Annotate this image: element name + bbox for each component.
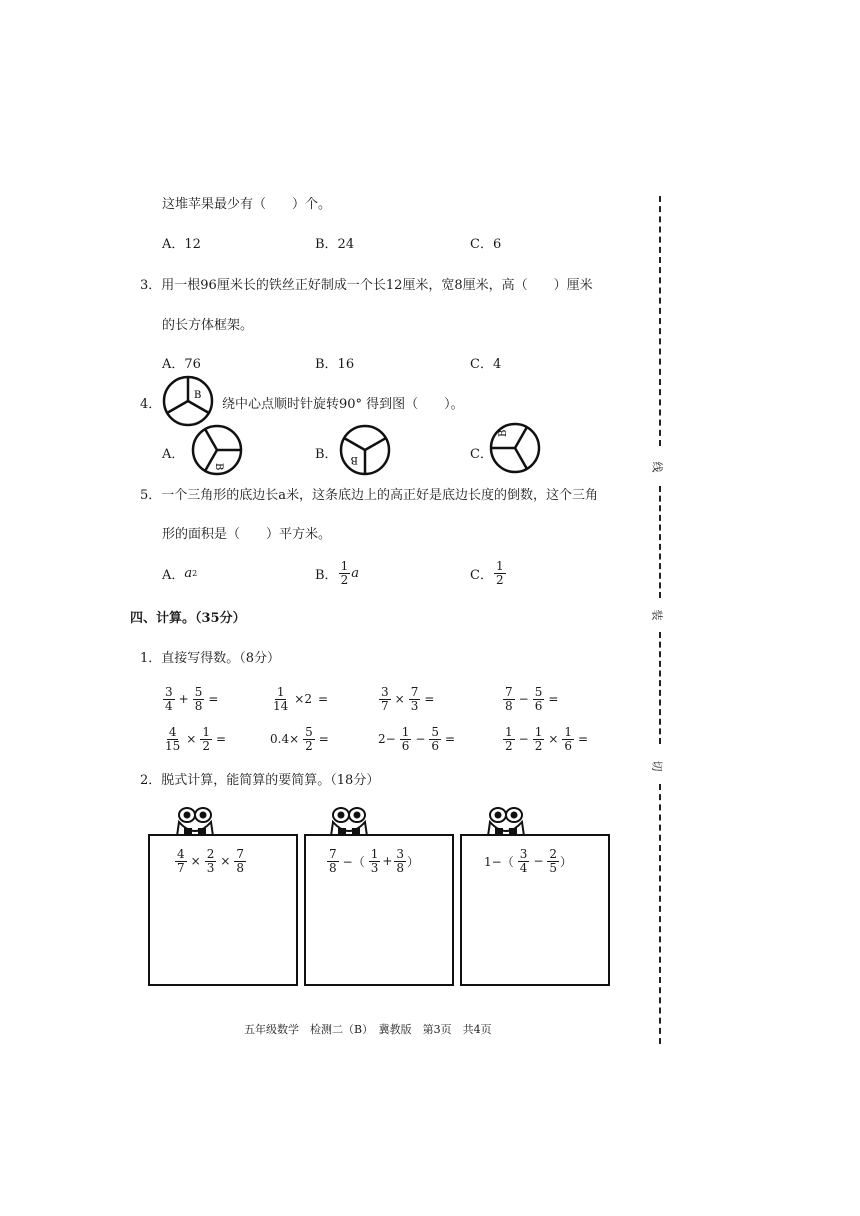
operator: ×	[186, 732, 197, 747]
sub2-title: 2．脱式计算，能简算的要简算。（18分）	[140, 773, 380, 788]
q5-option-b-prefix: B．	[315, 567, 338, 583]
cut-label-cut: 切	[650, 760, 664, 772]
cut-line-segment	[659, 196, 661, 446]
q5-option-a	[162, 564, 197, 583]
q4-text: 绕中心点顺时针旋转90° 得到图（ ）。	[222, 397, 464, 412]
q4-option-c-label: C．	[470, 447, 493, 462]
q4-number: 4．	[140, 397, 162, 412]
operator: ×	[220, 854, 231, 869]
direct-item-r2c2	[270, 726, 332, 752]
frac-num: 3	[519, 847, 528, 861]
fraction	[163, 686, 175, 712]
frac-den: 7	[381, 698, 389, 713]
operator: ×	[548, 732, 559, 747]
frac-den: 14	[273, 698, 289, 713]
fraction	[369, 848, 381, 874]
section4-title: 四、计算。（35分）	[130, 611, 246, 626]
q5-option-b-fraction	[339, 560, 351, 586]
fraction	[193, 686, 205, 712]
frac-num: 5	[194, 685, 203, 699]
q2-option-b: B．24	[315, 237, 355, 252]
frac-num: 1	[276, 685, 285, 699]
equals: =	[208, 692, 219, 707]
frac-num: 5	[534, 685, 543, 699]
frac-num: 7	[329, 847, 337, 861]
fraction	[409, 686, 421, 712]
frac-num: 2	[206, 847, 215, 861]
frac-den: 8	[396, 860, 405, 875]
frac-den: 5	[549, 860, 558, 875]
q5-text-line1: 5．一个三角形的底边长a米，这条底边上的高正好是底边长度的倒数，这个三角	[140, 488, 599, 503]
operator: +	[382, 854, 393, 869]
operator: ×2	[294, 692, 312, 707]
fraction	[200, 726, 212, 752]
frac-num: 3	[396, 847, 405, 861]
frac-num: 4	[168, 725, 177, 739]
frog-mascot-icon	[327, 806, 371, 836]
answer-box-1[interactable]	[148, 834, 298, 986]
q4-option-a-label: A．	[162, 447, 185, 462]
frac-den: 4	[165, 698, 173, 713]
equals: =	[424, 692, 435, 707]
answer-box-3[interactable]	[460, 834, 610, 986]
direct-item-r1c2	[270, 686, 331, 712]
operator: −（	[342, 854, 365, 869]
equals: =	[317, 692, 329, 707]
fraction	[533, 686, 545, 712]
fraction	[303, 726, 315, 752]
frac-den: 2	[340, 572, 349, 587]
q5-option-a-exponent: 2	[192, 569, 198, 578]
operator: −	[415, 732, 426, 747]
frac-den: 3	[410, 698, 419, 713]
answer-box-2[interactable]	[304, 834, 454, 986]
direct-item-r1c4	[502, 686, 561, 712]
frac-den: 6	[431, 738, 440, 753]
frac-num: 3	[381, 685, 389, 699]
frac-num: 1	[505, 725, 513, 739]
frac-num: 3	[165, 685, 173, 699]
equals: =	[215, 732, 227, 747]
q3-option-a: A．76	[162, 357, 201, 372]
frac-den: 8	[236, 860, 245, 875]
frac-den: 3	[370, 860, 379, 875]
q4-option-a-pie-figure	[190, 423, 244, 477]
fraction	[429, 726, 441, 752]
q5-option-a-base: a	[184, 566, 193, 581]
operator: ）	[407, 854, 420, 869]
equals: =	[578, 732, 589, 747]
frac-num: 1	[401, 725, 410, 739]
frac-den: 8	[329, 860, 337, 875]
direct-item-r2c3	[378, 726, 458, 752]
q2-stem: 这堆苹果最少有（ ）个。	[162, 197, 332, 212]
q3-text-line1: 3．用一根96厘米长的铁丝正好制成一个长12厘米，宽8厘米，高（ ）厘米	[140, 278, 593, 293]
page-footer: 五年级数学 检测二（B） 冀教版 第3页 共4页	[244, 1023, 492, 1036]
frac-den: 6	[534, 698, 543, 713]
direct-item-r2c1	[162, 726, 229, 752]
frac-den: 2	[534, 738, 543, 753]
frac-den: 4	[519, 860, 528, 875]
frac-den: 8	[194, 698, 203, 713]
q5-option-c	[470, 560, 507, 586]
sub1-title: 1．直接写得数。（8分）	[140, 651, 281, 666]
frac-num: 1	[340, 559, 349, 573]
q4-option-a-pie-letter: B	[213, 463, 224, 471]
q5-option-b-var: a	[351, 565, 359, 581]
expression-3	[484, 848, 572, 874]
fraction	[533, 726, 545, 752]
q4-option-c-pie-letter: B	[498, 429, 509, 437]
q3-option-b: B．16	[315, 357, 355, 372]
q5-text-line2: 形的面积是（ ）平方米。	[162, 527, 332, 542]
expression-1	[174, 848, 247, 874]
q4-option-b-pie-letter: B	[350, 454, 358, 465]
frac-num: 7	[505, 685, 513, 699]
cut-label-install: 装	[650, 609, 664, 621]
cut-line-segment	[659, 784, 661, 1044]
fraction	[271, 686, 290, 712]
frac-den: 2	[305, 738, 313, 753]
fraction	[400, 726, 412, 752]
operator: ）	[560, 854, 573, 869]
frac-num: 7	[410, 685, 419, 699]
frac-den: 15	[165, 738, 181, 753]
cut-line-segment	[659, 632, 661, 744]
fraction	[518, 848, 530, 874]
direct-item-r2c4	[502, 726, 591, 752]
equals: =	[445, 732, 456, 747]
operator: 1−（	[484, 854, 514, 869]
fraction	[503, 726, 515, 752]
fraction	[327, 848, 339, 874]
fraction	[163, 726, 182, 752]
operator: 0.4×	[270, 732, 300, 747]
fraction	[205, 848, 217, 874]
q4-option-b-pie-figure	[338, 423, 392, 477]
frac-num: 2	[549, 847, 558, 861]
frog-mascot-icon	[173, 806, 217, 836]
q4-option-b-label: B．	[315, 447, 338, 462]
operator: ×	[190, 854, 201, 869]
frac-den: 7	[177, 860, 185, 875]
frac-den: 3	[206, 860, 215, 875]
q3-text-line2: 的长方体框架。	[162, 318, 254, 333]
frac-num: 7	[236, 847, 245, 861]
operator: −	[518, 692, 529, 707]
direct-item-r1c3	[378, 686, 437, 712]
frac-num: 1	[202, 725, 210, 739]
operator: ×	[394, 692, 405, 707]
fraction	[175, 848, 187, 874]
q4-option-c-pie-figure	[488, 421, 542, 475]
direct-item-r1c1	[162, 686, 221, 712]
frac-num: 5	[431, 725, 440, 739]
q4-original-pie-figure	[161, 374, 215, 428]
frac-den: 2	[495, 572, 504, 587]
frog-mascot-icon	[484, 806, 528, 836]
cut-label-line: 线	[650, 461, 664, 473]
q5-option-c-fraction	[494, 560, 506, 586]
q5-option-c-prefix: C．	[470, 567, 493, 583]
q2-option-c: C．6	[470, 237, 502, 252]
frac-num: 1	[564, 725, 573, 739]
cut-line-segment	[659, 486, 661, 598]
expression-2	[326, 848, 419, 874]
fraction	[503, 686, 515, 712]
equals: =	[318, 732, 329, 747]
fraction	[562, 726, 574, 752]
q3-option-c: C．4	[470, 357, 502, 372]
operator: 2−	[378, 732, 396, 747]
fraction	[547, 848, 559, 874]
frac-den: 2	[202, 738, 210, 753]
q5-option-a-prefix: A．	[162, 568, 185, 583]
fraction	[394, 848, 406, 874]
frac-den: 6	[564, 738, 573, 753]
frac-num: 1	[370, 847, 379, 861]
frac-num: 1	[495, 559, 504, 573]
q2-option-a: A．12	[162, 237, 201, 252]
frac-num: 1	[534, 725, 543, 739]
frac-den: 8	[505, 698, 513, 713]
frac-den: 2	[505, 738, 513, 753]
frac-num: 5	[305, 725, 313, 739]
fraction	[379, 686, 391, 712]
frac-num: 4	[177, 847, 185, 861]
operator: +	[178, 692, 189, 707]
q4-pie-letter: B	[194, 390, 202, 401]
frac-den: 6	[401, 738, 410, 753]
operator: −	[518, 732, 529, 747]
fraction	[234, 848, 246, 874]
q5-option-b	[315, 560, 359, 586]
equals: =	[548, 692, 559, 707]
operator: −	[533, 854, 544, 869]
